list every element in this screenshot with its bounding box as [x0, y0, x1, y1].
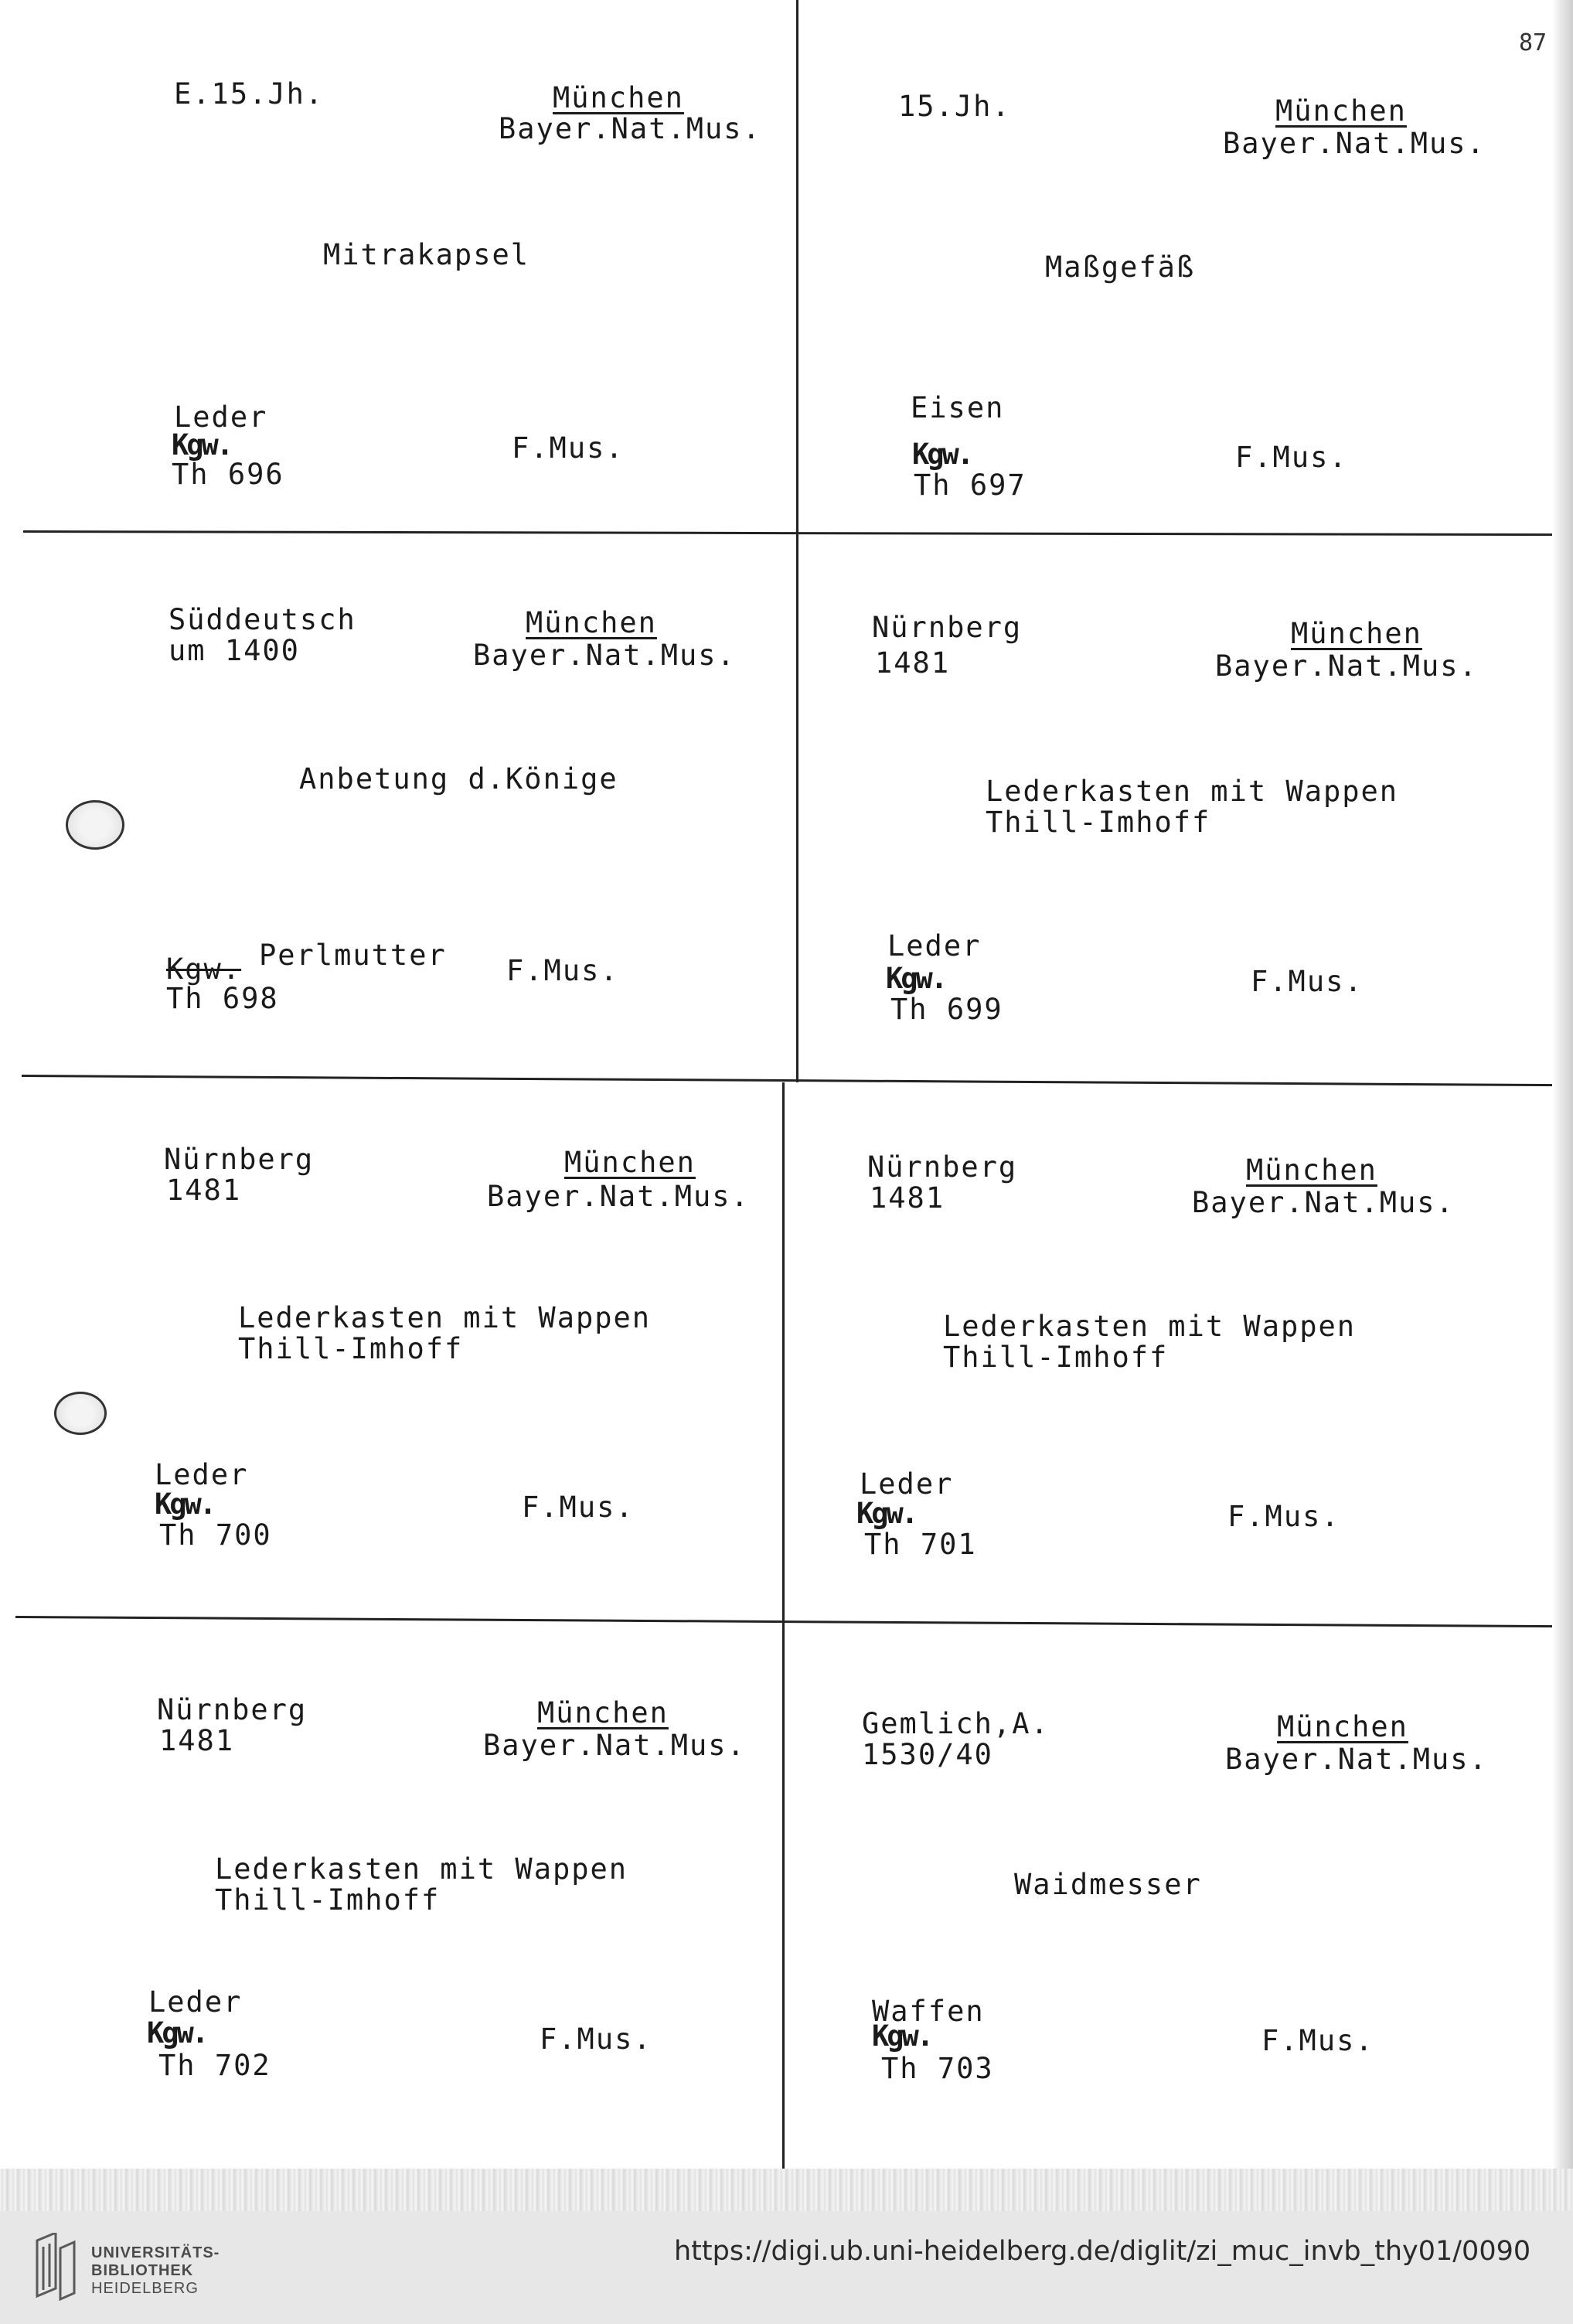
- card-origin: Nürnberg: [872, 611, 1023, 644]
- card-museum: Bayer.Nat.Mus.: [1225, 1743, 1488, 1776]
- card-museum: Bayer.Nat.Mus.: [483, 1729, 746, 1762]
- card-place: München: [564, 1146, 696, 1179]
- card-material: Leder: [148, 1985, 243, 2019]
- vertical-divider-lower: [782, 1082, 785, 2172]
- card-origin: Nürnberg: [867, 1150, 1018, 1184]
- card-struck-out-mark: Kgw.: [886, 962, 946, 995]
- card-struck-out-mark: Kgw.: [912, 438, 972, 471]
- card-title-line-2: Thill-Imhoff: [943, 1341, 1169, 1374]
- viewer-footer: [0, 2211, 1573, 2324]
- card-struck-out-mark: Kgw.: [856, 1497, 917, 1530]
- card-origin: Nürnberg: [164, 1143, 315, 1176]
- card-inventory-number: Th 703: [881, 2052, 994, 2085]
- card-material: Leder: [155, 1458, 249, 1491]
- card-inventory-number: Th 696: [172, 458, 284, 491]
- card-material: Eisen: [911, 391, 1005, 424]
- card-date: 1481: [870, 1181, 945, 1215]
- folio-number: 87: [1519, 29, 1547, 56]
- card-struck-out-mark: Kgw.: [166, 952, 242, 986]
- permalink-url[interactable]: https://digi.ub.uni-heidelberg.de/diglit/zi_muc_invb_thy01/0090: [674, 2236, 1531, 2267]
- horizontal-divider-1: [23, 530, 1561, 536]
- logo-line-3: HEIDELBERG: [91, 2280, 199, 2297]
- card-title: Mitrakapsel: [323, 238, 530, 271]
- card-material: Leder: [860, 1467, 954, 1501]
- card-material: Leder: [887, 929, 982, 963]
- card-struck-out-mark: Kgw.: [155, 1487, 215, 1521]
- card-date: 1481: [875, 646, 951, 680]
- card-department: F.Mus.: [1227, 1500, 1340, 1533]
- card-date: 15.Jh.: [898, 90, 1011, 123]
- card-title: Lederkasten mit Wappen: [238, 1301, 652, 1334]
- card-inventory-number: Th 701: [864, 1528, 977, 1561]
- card-department: F.Mus.: [1235, 441, 1348, 474]
- card-museum: Bayer.Nat.Mus.: [1215, 649, 1478, 683]
- card-origin: Gemlich,A.: [862, 1707, 1050, 1740]
- card-inventory-number: Th 699: [890, 993, 1003, 1026]
- card-museum: Bayer.Nat.Mus.: [473, 639, 736, 672]
- card-date: 1481: [166, 1174, 242, 1207]
- card-place: München: [1246, 1153, 1377, 1187]
- card-title: Lederkasten mit Wappen: [943, 1310, 1357, 1343]
- card-museum: Bayer.Nat.Mus.: [1223, 127, 1486, 160]
- card-material: Leder: [174, 400, 268, 434]
- card-place: München: [1291, 617, 1422, 650]
- horizontal-divider-3: [15, 1616, 1558, 1627]
- card-title-line-2: Thill-Imhoff: [986, 806, 1211, 839]
- card-department: F.Mus.: [1261, 2024, 1374, 2057]
- card-department: F.Mus.: [522, 1491, 635, 1524]
- card-title-line-2: Thill-Imhoff: [238, 1332, 464, 1365]
- library-logo-text: [91, 2244, 220, 2298]
- horizontal-divider-2: [22, 1075, 1560, 1086]
- card-inventory-number: Th 700: [159, 1518, 272, 1552]
- card-date: 1481: [159, 1724, 235, 1757]
- logo-line-2: BIBLIOTHEK: [91, 2262, 194, 2279]
- card-title: Lederkasten mit Wappen: [986, 775, 1399, 808]
- scan-bottom-edge: [0, 2169, 1573, 2211]
- card-place: München: [537, 1696, 669, 1729]
- card-title: Waidmesser: [1014, 1868, 1202, 1901]
- card-struck-out-mark: Kgw.: [872, 2019, 932, 2053]
- punch-hole: [54, 1392, 107, 1435]
- card-title: Lederkasten mit Wappen: [215, 1852, 628, 1886]
- card-department: F.Mus.: [506, 954, 619, 987]
- card-inventory-number: Th 702: [158, 2049, 271, 2082]
- card-place: München: [553, 81, 684, 114]
- card-origin: Nürnberg: [157, 1693, 308, 1726]
- card-museum: Bayer.Nat.Mus.: [487, 1180, 750, 1213]
- card-date: um 1400: [169, 634, 300, 667]
- card-inventory-number: Th 697: [914, 469, 1027, 502]
- library-logo-icon: [29, 2233, 77, 2302]
- card-date: E.15.Jh.: [174, 77, 325, 111]
- logo-line-1: UNIVERSITÄTS-: [91, 2244, 220, 2261]
- card-museum: Bayer.Nat.Mus.: [1192, 1186, 1455, 1219]
- card-place: München: [526, 606, 657, 639]
- card-museum: Bayer.Nat.Mus.: [499, 112, 761, 145]
- card-origin: Süddeutsch: [169, 603, 356, 636]
- card-inventory-number: Th 698: [166, 982, 279, 1015]
- card-department: F.Mus.: [540, 2022, 652, 2056]
- card-material: Perlmutter: [259, 939, 447, 972]
- card-struck-out-mark: Kgw.: [172, 428, 232, 462]
- card-place: München: [1277, 1710, 1408, 1743]
- card-place: München: [1275, 94, 1407, 128]
- scan-page-edge: [1552, 0, 1573, 2211]
- vertical-divider-upper: [796, 0, 798, 1082]
- card-department: F.Mus.: [512, 431, 625, 465]
- card-department: F.Mus.: [1251, 965, 1364, 998]
- card-struck-out-mark: Kgw.: [147, 2016, 207, 2050]
- card-title: Maßgefäß: [1045, 250, 1196, 284]
- card-date: 1530/40: [862, 1738, 993, 1771]
- punch-hole: [66, 800, 124, 850]
- card-material: Waffen: [872, 1995, 985, 2028]
- card-title-line-2: Thill-Imhoff: [215, 1883, 441, 1917]
- card-title: Anbetung d.Könige: [299, 762, 618, 796]
